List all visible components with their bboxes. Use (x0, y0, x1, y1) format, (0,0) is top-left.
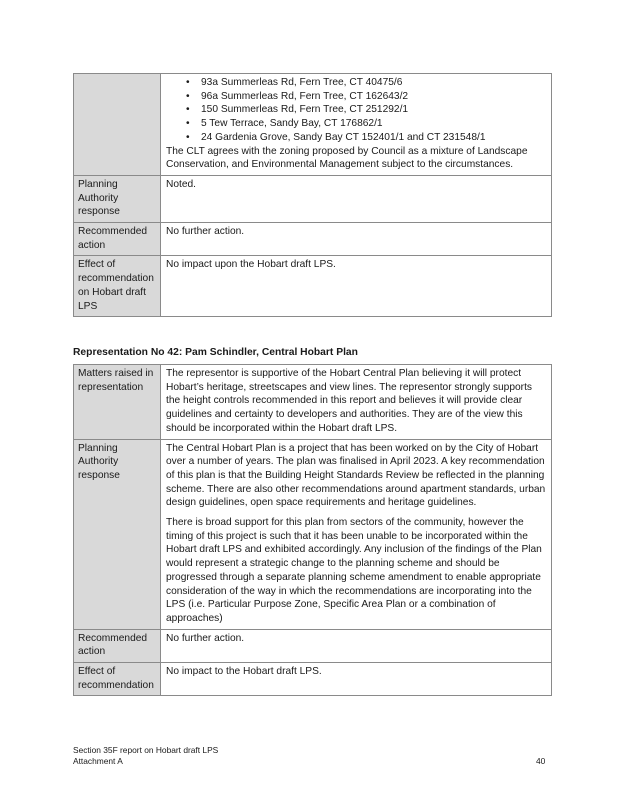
list-item: • 5 Tew Terrace, Sandy Bay, CT 176862/1 (201, 117, 546, 131)
row-value: The representor is supportive of the Hobart Central Plan believing it will protect Hobart’s heritage, streetscapes and view lines. The representor strongly supports the height controls recommended in this report and believes it will provide clear guidelines and certainty to developers and authorities. They are of the view this should be incorporated within the Hobart draft LPS. (161, 365, 552, 440)
table-row (74, 663, 552, 696)
footer-attachment: Attachment A (73, 756, 123, 766)
list-item: • 93a Summerleas Rd, Fern Tree, CT 40475/6 (201, 76, 546, 90)
row-label: Recommended action (74, 629, 161, 662)
row-label: Recommended action (74, 223, 161, 256)
row-label: Matters raised in representation (74, 365, 161, 440)
row-value: No impact to the Hobart draft LPS. (161, 663, 552, 696)
property-list (166, 76, 546, 145)
table-row (74, 74, 552, 176)
row-value: Noted. (161, 175, 552, 222)
representation-heading: Representation No 42: Pam Schindler, Central Hobart Plan (73, 347, 358, 358)
empty-label-cell (74, 74, 161, 176)
row-label: Planning Authority response (74, 439, 161, 629)
footer (73, 745, 218, 767)
row-label: Effect of recommendation (74, 663, 161, 696)
clt-statement: The CLT agrees with the zoning proposed by Council as a mixture of Landscape Conservation, and Environmental Management subject to the circumstances. (166, 145, 528, 171)
row-value: No further action. (161, 629, 552, 662)
list-item: • 150 Summerleas Rd, Fern Tree, CT 251292/1 (201, 103, 546, 117)
table-row (74, 365, 552, 440)
representation-41-table (73, 73, 552, 317)
row-value (161, 439, 552, 629)
footer-report-title: Section 35F report on Hobart draft LPS (73, 745, 219, 755)
table-row (74, 629, 552, 662)
representation-42-table (73, 364, 552, 696)
response-paragraph: There is broad support for this plan from sectors of the community, however the timing of this project is such that it has been unable to be incorporated within the Hobart draft LPS and exhibited accordingly. Any inclusion of the findings of the Plan would represent a strategic change to the planning scheme and should be progressed through a separate planning scheme amendment to enable appropriate consideration of the way in which the recommendations are incorporating into the LPS (i.e. Particular Purpose Zone, Specific Area Plan or a combination of approaches) (166, 517, 542, 624)
table-row (74, 175, 552, 222)
table-row (74, 256, 552, 317)
page-number: 40 (536, 756, 546, 766)
row-value: No impact upon the Hobart draft LPS. (161, 256, 552, 317)
table-row (74, 439, 552, 629)
content-cell (161, 74, 552, 176)
row-value: No further action. (161, 223, 552, 256)
list-item: • 24 Gardenia Grove, Sandy Bay CT 152401/1 and CT 231548/1 (201, 131, 546, 145)
table-row (74, 223, 552, 256)
response-paragraph: The Central Hobart Plan is a project that has been worked on by the City of Hobart over a number of years. The plan was finalised in April 2023. A key recommendation of this plan is that the Building Height Standards Review be reflected in the planning scheme. There are also other recommendations around apartment standards, urban design guidelines, open space requirements and heritage guidelines. (166, 442, 546, 509)
row-label: Planning Authority response (74, 175, 161, 222)
row-label: Effect of recommendation on Hobart draft LPS (74, 256, 161, 317)
list-item: • 96a Summerleas Rd, Fern Tree, CT 162643/2 (201, 90, 546, 104)
